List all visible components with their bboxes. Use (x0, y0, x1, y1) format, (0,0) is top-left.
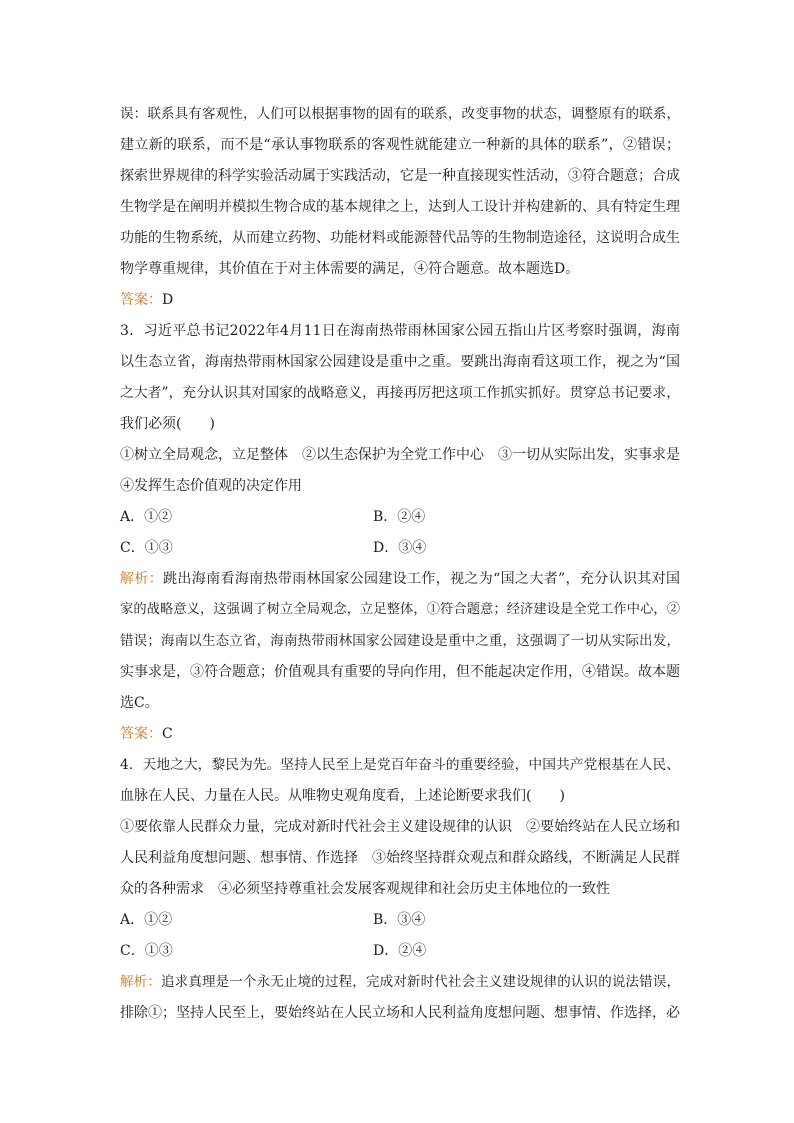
analysis-line: 功能的生物系统，从而建立药物、功能材料或能源替代品等的生物制造途径，这说明合成生 (120, 230, 680, 246)
analysis-line: 探索世界规律的科学实验活动属于实践活动，它是一种直接现实性活动，③符合题意；合成 (120, 168, 680, 184)
analysis-text: 跳出海南看海南热带雨林国家公园建设工作，视之为“国之大者”，充分认识其对国 (163, 571, 681, 587)
question-stem-line: 我们必须( ) (120, 416, 215, 432)
analysis-line: 误：联系具有客观性，人们可以根据事物的固有的联系，改变事物的状态，调整原有的联系， (120, 106, 680, 122)
option-a: A．①② (120, 509, 173, 525)
statement-line: 人民利益角度想问题、想事情、作选择 ③始终坚持群众观点和群众路线，不断满足人民群 (120, 850, 680, 866)
answer-line (120, 290, 680, 310)
answer-line (120, 724, 680, 744)
analysis-label: 解析： (120, 571, 164, 587)
answer-value: D (162, 292, 174, 308)
answer-label: 答案： (120, 292, 162, 308)
option-c: C．①③ (120, 540, 173, 556)
analysis-line (120, 569, 680, 589)
analysis-line: 生物学是在阐明并模拟生物合成的基本规律之上，达到人工设计并构建新的、具有特定生理 (120, 199, 680, 215)
question-stem-line: 以生态立省，海南热带雨林国家公园建设是重中之重。要跳出海南看这项工作，视之为“国 (120, 354, 680, 370)
option-b: B．③④ (373, 912, 426, 928)
analysis-line: 建立新的联系，而不是“承认事物联系的客观性就能建立一种新的具体的联系”，②错误； (120, 137, 680, 153)
answer-value: C (162, 726, 173, 742)
question-stem-line: 之大者”，充分认识其对国家的战略意义，再接再厉把这项工作抓实抓好。贯穿总书记要求， (120, 385, 680, 401)
option-d: D．③④ (373, 540, 427, 556)
question-stem-line: 血脉在人民、力量在人民。从唯物史观角度看，上述论断要求我们( ) (120, 788, 565, 804)
statement-line: ①要依靠人民群众力量，完成对新时代社会主义建设规律的认识 ②要始终站在人民立场和 (120, 819, 680, 835)
analysis-line: 实事求是，③符合题意；价值观具有重要的导向作用，但不能起决定作用，④错误。故本题 (120, 664, 680, 680)
analysis-line: 选C。 (120, 695, 159, 711)
analysis-label: 解析： (120, 974, 161, 990)
analysis-line (120, 972, 680, 992)
option-d: D．②④ (373, 943, 427, 959)
question-stem-line: 3．习近平总书记2022年4月11日在海南热带雨林国家公园五指山片区考察时强调，海南 (120, 323, 680, 339)
analysis-line: 错误；海南以生态立省，海南热带雨林国家公园建设是重中之重，这强调了一切从实际出发， (120, 633, 680, 649)
statement-line: ④发挥生态价值观的决定作用 (120, 478, 302, 494)
statement-line: 众的各种需求 ④必须坚持尊重社会发展客观规律和社会历史主体地位的一致性 (120, 881, 610, 897)
answer-label: 答案： (120, 726, 162, 742)
analysis-text: 追求真理是一个永无止境的过程，完成对新时代社会主义建设规律的认识的说法错误， (161, 974, 681, 990)
option-b: B．②④ (373, 509, 426, 525)
analysis-line: 排除①；坚持人民至上，要始终站在人民立场和人民利益角度想问题、想事情、作选择，必 (120, 1005, 680, 1021)
analysis-line: 家的战略意义，这强调了树立全局观念，立足整体，①符合题意；经济建设是全党工作中心，② (120, 602, 680, 617)
statement-line: ①树立全局观念，立足整体 ②以生态保护为全党工作中心 ③一切从实际出发，实事求是 (120, 447, 680, 463)
question-stem-line: 4．天地之大，黎民为先。坚持人民至上是党百年奋斗的重要经验，中国共产党根基在人民、 (120, 757, 680, 773)
option-c: C．①③ (120, 943, 173, 959)
option-a: A．①② (120, 912, 173, 928)
analysis-line: 物学尊重规律，其价值在于对主体需要的满足，④符合题意。故本题选D。 (120, 261, 580, 277)
